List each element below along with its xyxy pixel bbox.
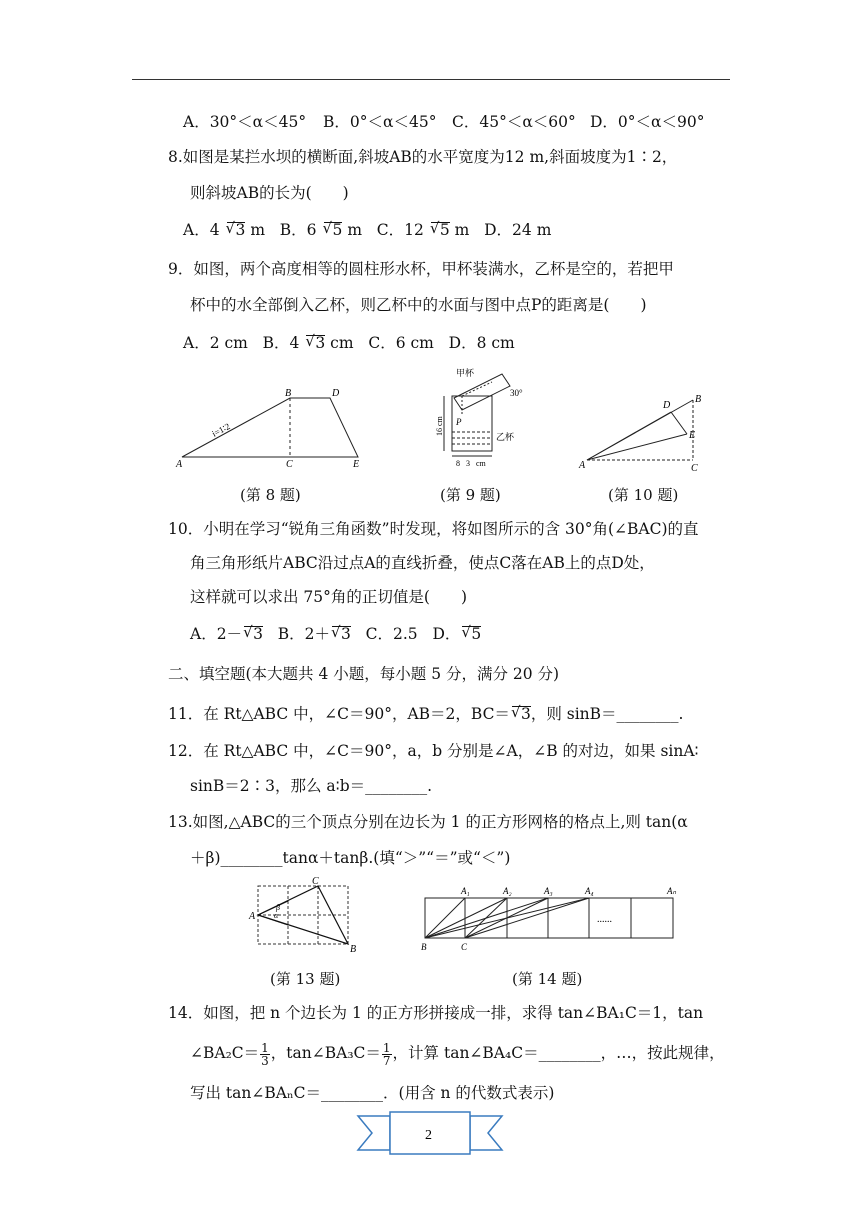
- q8-option-d: D．24 m: [484, 221, 552, 239]
- q10-line3: 这样就可以求出 75°角的正切值是( ): [190, 588, 467, 606]
- q8-options: A．4 √ 3 m B．6 √ 5 m C．12 √ 5 m D．24 m: [183, 220, 551, 240]
- fraction: $\frac{1}{3}$: [261, 1040, 269, 1068]
- label-a: A: [579, 460, 586, 471]
- label-c: C: [312, 876, 319, 887]
- q9-options: A．2 cm B．4 √ 3 cm C．6 cm D．8 cm: [183, 333, 515, 353]
- width-label-radicand: 3: [466, 459, 470, 468]
- q13-line1: 13.如图,△ABC的三个顶点分别在边长为 1 的正方形网格的格点上,则 tan(α: [168, 813, 688, 831]
- point-p: P: [456, 417, 462, 427]
- figure-14: [415, 880, 685, 955]
- figure-13: [246, 876, 364, 956]
- q7-option-b: B．0°＜α＜45°: [323, 113, 437, 131]
- q8-line1: 8.如图是某拦水坝的横断面,斜坡AB的水平宽度为12 m,斜面坡度为1∶2，: [168, 148, 678, 166]
- label-beta: β: [276, 903, 280, 912]
- q10-option-a: A．2－: [190, 625, 243, 643]
- label-an: Aₙ: [667, 886, 677, 896]
- q12-line2: sinB＝2∶3，那么 a∶b＝________.: [190, 777, 433, 795]
- header-rule: [132, 79, 730, 80]
- fraction: $\frac{1}{7}$: [382, 1040, 391, 1068]
- label-c: C: [691, 463, 698, 474]
- figure-13-caption: (第 13 题): [270, 970, 341, 988]
- q9-option-c: C．6 cm: [368, 334, 434, 352]
- q9-option-d: D．8 cm: [448, 334, 515, 352]
- label-a2: A₂: [503, 886, 512, 896]
- q14-line3: 写出 tan∠BAₙC＝________．(用含 n 的代数式表示): [190, 1084, 555, 1102]
- q14-line2: ∠BA₂C＝ $\frac{1}{3}$ ，tan∠BA₃C＝ $\frac{1}{7}$ ，计算 tan∠BA₄C＝________，…，按此规律，: [190, 1040, 725, 1068]
- label-a3: A₃: [544, 886, 553, 896]
- height-label: 16 cm: [435, 416, 444, 436]
- label-a: A: [249, 911, 256, 922]
- q8-option-b: B．6: [279, 221, 317, 239]
- label-a: A: [176, 459, 183, 470]
- q10-line1: 10．小明在学习“锐角三角函数”时发现，将如图所示的含 30°角(∠BAC)的直: [168, 520, 699, 538]
- sqrt-symbol: √ 5: [324, 222, 343, 238]
- q12-line1: 12．在 Rt△ABC 中，∠C＝90°，a，b 分别是∠A，∠B 的对边，如果 sinA∶: [168, 742, 699, 760]
- section-heading: 二、填空题(本大题共 4 小题，每小题 5 分，满分 20 分): [168, 665, 560, 683]
- sqrt-symbol: √ 3: [227, 222, 246, 238]
- label-d: D: [332, 388, 340, 399]
- label-b: B: [350, 944, 357, 955]
- q10-option-c: C．2.5: [365, 625, 418, 643]
- sqrt-symbol: √ 3: [306, 335, 325, 351]
- q9-option-b: B．4: [262, 334, 300, 352]
- q7-option-c: C．45°＜α＜60°: [452, 113, 576, 131]
- cup1-label: 甲杯: [456, 368, 475, 378]
- figure-14-caption: (第 14 题): [512, 970, 583, 988]
- label-b: B: [285, 388, 292, 399]
- sqrt-symbol: √ 3: [512, 706, 531, 722]
- label-b: B: [421, 942, 427, 952]
- ellipsis: ......: [597, 914, 612, 925]
- q11: 11．在 Rt△ABC 中，∠C＝90°，AB＝2，BC＝√ 3，则 sinB＝________.: [168, 704, 683, 724]
- label-alpha: α: [274, 911, 279, 920]
- q14-line1: 14．如图，把 n 个边长为 1 的正方形拼接成一排，求得 tan∠BA₁C＝1，tan: [168, 1004, 704, 1022]
- grid: [258, 886, 348, 944]
- width-label-prefix: 8: [456, 459, 460, 468]
- figure-10-caption: (第 10 题): [608, 486, 679, 504]
- figure-8-caption: (第 8 题): [240, 486, 301, 504]
- q8-line2: 则斜坡AB的长为( ): [190, 184, 349, 202]
- figure-10: [575, 390, 705, 475]
- angle-label: 30°: [510, 388, 523, 398]
- figure-9: [432, 364, 542, 474]
- label-e: E: [689, 430, 696, 441]
- q8-option-a: A．4: [183, 221, 220, 239]
- q9-line2: 杯中的水全部倒入乙杯，则乙杯中的水面与图中点P的距离是( ): [190, 296, 647, 314]
- dam-cross-section: [182, 398, 358, 457]
- q10-options: [190, 624, 481, 644]
- q9-line1: 9．如图，两个高度相等的圆柱形水杯，甲杯装满水，乙杯是空的，若把甲: [168, 260, 674, 278]
- slope-label: i=1∶2: [210, 421, 232, 439]
- label-a1: A₁: [461, 886, 470, 896]
- q9-option-a: A．2 cm: [183, 334, 248, 352]
- label-c: C: [286, 459, 293, 470]
- q10-option-b: B．2＋: [277, 625, 330, 643]
- sqrt-symbol: √ 3: [244, 626, 263, 642]
- q7-option-a: A．30°＜α＜45°: [183, 113, 307, 131]
- q8-option-c: C．12: [376, 221, 424, 239]
- figure-9-caption: (第 9 题): [440, 486, 501, 504]
- label-d: D: [663, 400, 671, 411]
- q10-option-d: D．: [432, 625, 461, 643]
- sqrt-symbol: √ 3: [332, 626, 351, 642]
- sqrt-symbol: √ 5: [462, 626, 481, 642]
- q13-line2: ＋β)________tanα＋tanβ.(填“＞”“＝”或“＜”): [190, 849, 511, 867]
- page-number: 2: [425, 1128, 432, 1143]
- label-e: E: [353, 459, 360, 470]
- sqrt-symbol: √ 5: [431, 222, 450, 238]
- width-label-unit: cm: [476, 459, 486, 468]
- label-c: C: [461, 942, 468, 952]
- q10-line2: 角三角形纸片ABC沿过点A的直线折叠，使点C落在AB上的点D处，: [190, 554, 655, 572]
- label-a4: A₄: [585, 886, 594, 896]
- cup2-label: 乙杯: [496, 432, 515, 442]
- label-b: B: [695, 394, 702, 405]
- q7-option-d: D．0°＜α＜90°: [590, 113, 705, 131]
- square-row: [425, 898, 673, 938]
- page-number-ribbon: [350, 1108, 510, 1162]
- figure-8: [172, 385, 372, 470]
